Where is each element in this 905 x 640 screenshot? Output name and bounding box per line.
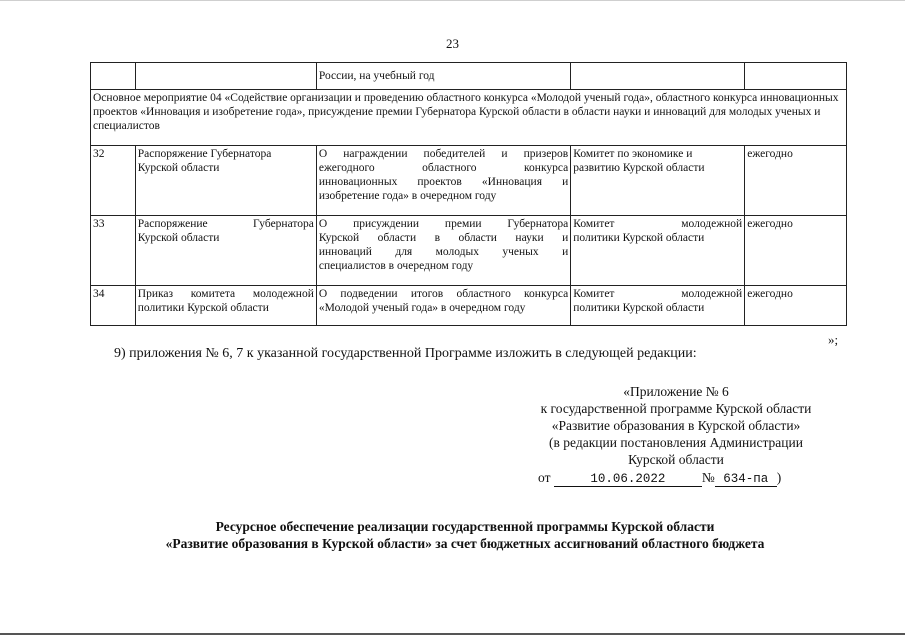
document-line: Курской области — [137, 232, 220, 244]
document-line: политики Курской области — [137, 302, 269, 314]
table-cell — [745, 63, 847, 90]
table-row — [91, 216, 847, 286]
page-top-edge — [0, 0, 905, 1]
from-label: от — [538, 470, 551, 485]
executor — [571, 146, 745, 216]
subject-line: О награждении победителей и призеров — [318, 148, 569, 160]
close-paren: ) — [776, 470, 782, 485]
executor-line: Комитет молодежной — [573, 288, 743, 300]
appendix-line: (в редакции постановления Администрации — [549, 435, 803, 450]
page-bottom-edge — [0, 633, 905, 635]
table-cell — [135, 63, 316, 90]
appendix-line: к государственной программе Курской области — [540, 401, 812, 416]
measure-subject — [316, 286, 570, 326]
document-line: Приказ комитета молодежной — [137, 288, 314, 300]
subject-line: специалистов в очередном году — [318, 260, 474, 272]
executor-line: Комитет молодежной — [573, 218, 743, 230]
section-heading — [60, 518, 870, 552]
table-row — [91, 146, 847, 216]
executor — [571, 286, 745, 326]
number-label: № — [701, 470, 715, 485]
resolution-date: 10.06.2022 — [554, 472, 702, 487]
period: ежегодно — [745, 146, 847, 216]
executor-line: Комитет по экономике и — [573, 148, 693, 160]
resolution-number: 634-па — [715, 472, 777, 487]
measure-subject — [316, 146, 570, 216]
page-number: 23 — [446, 36, 459, 51]
document-line: Распоряжение Губернатора — [137, 218, 314, 230]
heading-line: Ресурсное обеспечение реализации государственной программы Курской области — [215, 519, 715, 534]
table-row — [91, 63, 847, 90]
executor-line: политики Курской области — [573, 232, 705, 244]
row-number: 34 — [91, 286, 136, 326]
appendix-line: «Приложение № 6 — [623, 384, 729, 399]
period: ежегодно — [745, 286, 847, 326]
table-row — [91, 286, 847, 326]
resolution-date-line — [538, 470, 781, 487]
measure-subject — [316, 216, 570, 286]
document-type — [135, 286, 316, 326]
table-cell — [571, 63, 745, 90]
subject-line: инновационных проектов «Инновация и — [318, 176, 569, 188]
appendix-line: Курской области — [628, 452, 724, 467]
table-cell: России, на учебный год — [316, 63, 570, 90]
period: ежегодно — [745, 216, 847, 286]
document-type — [135, 216, 316, 286]
appendix-header — [500, 383, 852, 468]
closing-quote: »; — [828, 332, 839, 347]
subject-line: О присуждении премии Губернатора — [318, 218, 569, 230]
subject-line: изобретение года» в очередном году — [318, 190, 497, 202]
subject-line: Курской области в области науки и — [318, 232, 569, 244]
section-title: Основное мероприятие 04 «Содействие организации и проведению областного конкурса «Молодой ученый года», областного конкурса инновационных проектов «Инновация и изобретение года», присуждение премии Губернатора Курской области в области науки и инноваций для молодых ученых и специалистов — [91, 90, 847, 146]
subject-line: ежегодного областного конкурса — [318, 162, 569, 174]
executor-line: политики Курской области — [573, 302, 705, 314]
amendment-text: 9) приложения № 6, 7 к указанной государственной Программе изложить в следующей редакции: — [114, 346, 697, 361]
subject-line: «Молодой ученый года» в очередном году — [318, 302, 526, 314]
heading-line: «Развитие образования в Курской области» за счет бюджетных ассигнований областного бюджета — [165, 536, 765, 551]
executor — [571, 216, 745, 286]
document-type: Распоряжение Губернатора Курской области — [135, 146, 316, 216]
appendix-line: «Развитие образования в Курской области» — [551, 418, 801, 433]
row-number: 33 — [91, 216, 136, 286]
measures-table — [90, 62, 847, 326]
executor-line: развитию Курской области — [573, 162, 705, 174]
table-cell — [91, 63, 136, 90]
row-number: 32 — [91, 146, 136, 216]
subject-line: инноваций для молодых ученых и — [318, 246, 569, 258]
section-row — [91, 90, 847, 146]
subject-line: О подведении итогов областного конкурса — [318, 288, 569, 300]
